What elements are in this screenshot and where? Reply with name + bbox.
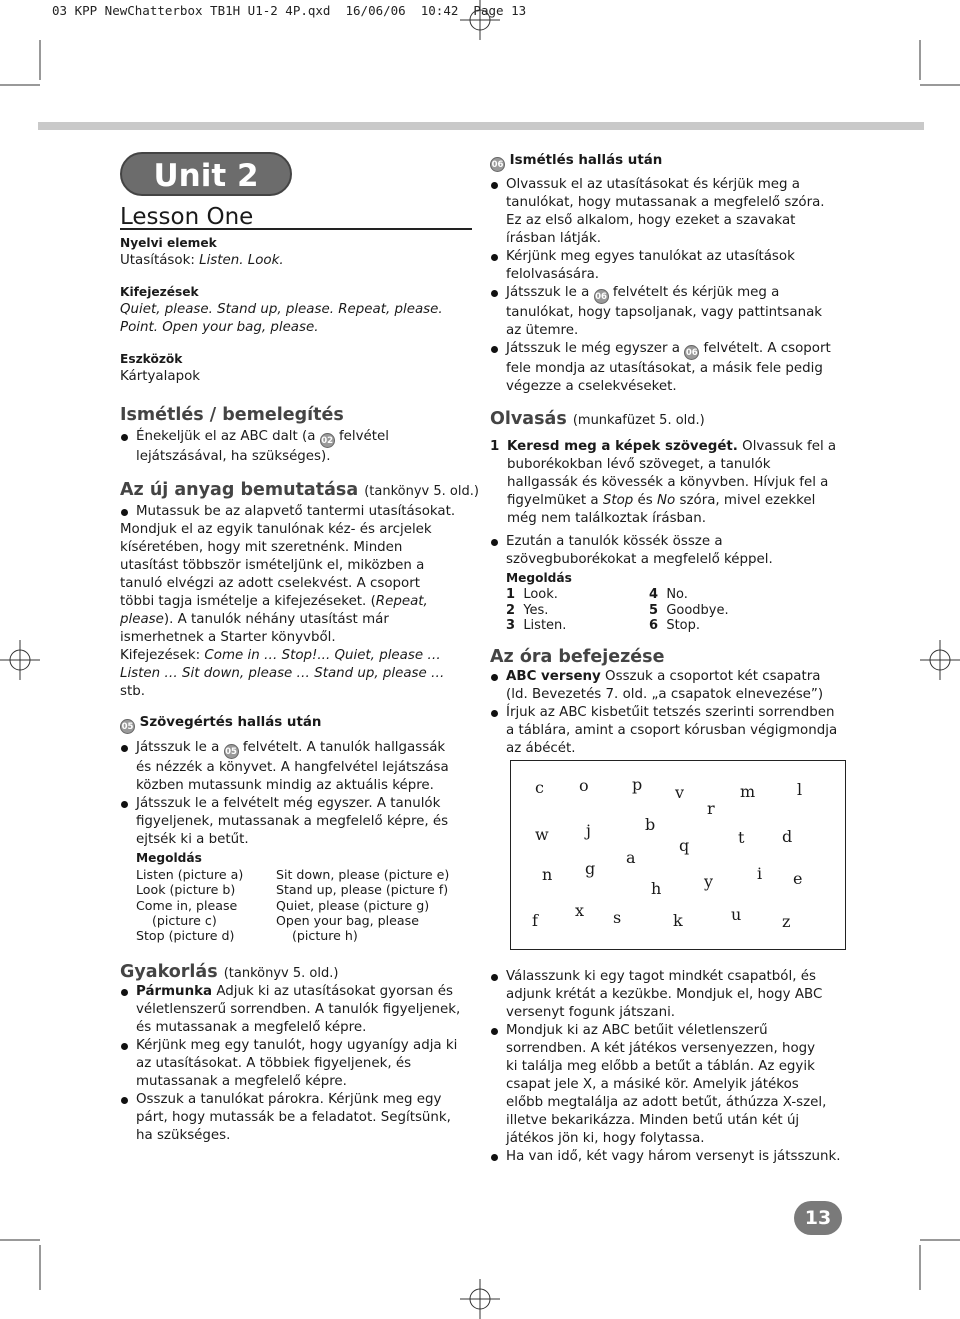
uj-p3: utasítást többször ismételjünk el, miközben a xyxy=(120,558,425,573)
c1-bold: ABC verseny xyxy=(506,668,601,684)
cd-icon: 06 xyxy=(594,289,609,304)
olv-item-1 xyxy=(490,438,850,528)
d1b: adjunk krétát a kezükbe. Mondjuk el, hogy ABC xyxy=(506,987,823,1002)
letter: l xyxy=(797,780,803,799)
n1d-it2: No xyxy=(657,493,676,508)
sol2-cell: 5 Goodbye. xyxy=(649,602,729,618)
heading-szovegertes xyxy=(120,714,480,734)
n1b: buborékokban lévő szöveget, a tanulók xyxy=(507,457,771,472)
r-b4a: Játsszuk le még egyszer a xyxy=(506,341,685,356)
kif-line-2: Point. Open your bag, please. xyxy=(120,320,319,335)
gyak-b3b: párt, hogy mutassák be a feladatot. Segítsünk, xyxy=(136,1110,451,1126)
file-header: 03 KPP NewChatterbox TB1H U1-2 4P.qxd 16/06/06 10:42 Page 13 xyxy=(52,3,527,18)
heading-olvasas xyxy=(490,410,850,430)
heading-ismetles: Ismétlés / bemelegítés xyxy=(120,405,344,425)
cd-icon: 05 xyxy=(120,719,135,734)
letter: s xyxy=(613,908,622,927)
uj-p5it: Repeat, xyxy=(375,594,428,609)
r-b3c: tanulókat, hogy tapsoljanak, vagy pattintsanak xyxy=(506,305,823,320)
uj-bullet xyxy=(120,503,480,521)
gyak-b2b: az utasításokat. A többiek figyeljenek, és xyxy=(136,1056,412,1072)
ora-bullet-2 xyxy=(490,704,850,758)
heading-ismetles-hallas xyxy=(490,152,850,172)
n1c: hallgassák és kövessék a könyvben. Hívjuk fel a xyxy=(507,475,829,490)
registration-mark-left xyxy=(0,640,40,680)
cd-icon: 02 xyxy=(320,433,335,448)
cd-icon: 05 xyxy=(224,744,239,759)
gyak-bullet-1 xyxy=(120,983,480,1037)
uj-p7: ismerhetnek a Starter könyvből. xyxy=(120,630,336,645)
d2c: ki találja meg előbb a betűt a táblán. Az egyik xyxy=(506,1059,815,1074)
letter: i xyxy=(757,864,763,883)
d3: Ha van idő, két vagy három versenyt is játsszunk. xyxy=(506,1149,841,1164)
uj-p10: stb. xyxy=(120,684,145,699)
szov-bullet-1 xyxy=(120,739,480,795)
n1a: Olvassuk fel a xyxy=(737,439,837,454)
ism-b1b: felvétel xyxy=(334,429,389,444)
ism-b1c: lejátszásával, ha szükséges). xyxy=(136,449,331,464)
uj-p8it: Come in … Stop!... Quiet, please … xyxy=(204,648,441,663)
r-b4b: felvételt. A csoport xyxy=(699,341,831,356)
r-solution-table xyxy=(490,587,850,634)
d2b: sorrendben. A két játékos versenyezzen, hogy xyxy=(506,1041,816,1056)
heading-ora-befejezese: Az óra befejezése xyxy=(490,646,665,667)
letter: x xyxy=(575,901,585,920)
c2b: a táblára, amint a csoport kórusban végigmondja xyxy=(506,722,838,738)
label-nyelvi: Nyelvi elemek xyxy=(120,236,217,250)
szov-b2c: ejtsék ki a betűt. xyxy=(136,832,249,847)
r-b2b: felolvasására. xyxy=(506,267,600,282)
d2f: illetve bekarikázza. Minden betű után két új xyxy=(506,1113,800,1128)
sol-cell: Sit down, please (picture e) xyxy=(276,867,450,882)
sol-cell: Open your bag, please xyxy=(276,912,419,928)
gyak-title: Gyakorlás xyxy=(120,962,218,983)
gyak-b2a: Kérjünk meg egy tanulót, hogy ugyanígy adja ki xyxy=(136,1038,458,1054)
sol-cell: Come in, please xyxy=(136,897,238,913)
gyak-b1bold: Pármunka xyxy=(136,984,213,1000)
uj-p5a: többi tagja ismételje a kifejezéseket. ( xyxy=(120,594,376,609)
r-megoldas-label: Megoldás xyxy=(506,571,572,585)
unit-badge: Unit 2 xyxy=(120,152,292,196)
n1-bold: Keresd meg a képek szövegét. xyxy=(507,439,738,454)
szov-b1a: Játsszuk le a xyxy=(136,740,224,755)
eszk-value: Kártyalapok xyxy=(120,369,201,384)
d-bullet-1 xyxy=(490,968,850,1022)
letter: f xyxy=(532,911,538,930)
gyak-bullet-2 xyxy=(120,1037,480,1091)
uj-sub: (tankönyv 5. old.) xyxy=(364,484,479,499)
uj-p4: tanuló elvégzi az adott cselekvést. A csoport xyxy=(120,576,420,591)
d2g: játékos jön ki, hogy folytassa. xyxy=(506,1131,705,1146)
uj-p6b: ). A tanulók néhány utasítást már xyxy=(163,612,389,627)
d2d: csapat jele X, a másiké kör. Amelyik játékos xyxy=(506,1077,799,1092)
uj-p9it: Listen … Sit down, please … Stand up, please … xyxy=(120,666,445,681)
heading-uj-anyag xyxy=(120,481,480,501)
szov-b1d: közben mutassunk mindig az aktuális képre. xyxy=(136,778,434,793)
uj-title: Az új anyag bemutatása xyxy=(120,480,359,500)
letter: b xyxy=(645,815,656,834)
cd-icon: 06 xyxy=(684,345,699,360)
registration-mark-bottom xyxy=(460,1279,500,1319)
cd-icon: 06 xyxy=(490,157,505,172)
ismetles-bullet xyxy=(120,428,480,466)
olv-sub: (munkafüzet 5. old.) xyxy=(572,413,705,428)
sol-cell: Stop (picture d) xyxy=(136,928,235,944)
letter: u xyxy=(731,905,742,924)
sol-cell: (picture h) xyxy=(276,928,358,944)
r-b1b: tanulókat, hogy mutassanak a megfelelő szóra. xyxy=(506,195,825,210)
r-b2a: Kérjünk meg egyes tanulókat az utasítások xyxy=(506,249,795,264)
sol-cell: (picture c) xyxy=(136,912,217,928)
r-b3d: az ütemre. xyxy=(506,323,579,338)
c1b: (ld. Bevezetés 7. old. „a csapatok elnevezése”) xyxy=(506,686,824,702)
r-b1a: Olvassuk el az utasításokat és kérjük meg a xyxy=(506,177,800,192)
szov-b2b: figyeljenek, mutassanak a megfelelő képre, és xyxy=(136,814,449,829)
gyak-sub: (tankönyv 5. old.) xyxy=(223,966,339,982)
c1a: Osszuk a csoportot két csapatra xyxy=(600,668,821,684)
registration-mark-right xyxy=(920,640,960,680)
szov-b1b: felvételt. A tanulók hallgassák xyxy=(238,740,446,755)
szov-b2a: Játsszuk le a felvételt még egyszer. A tanulók xyxy=(136,796,441,811)
letter: k xyxy=(673,911,683,930)
gyak-bullet-3 xyxy=(120,1091,480,1145)
uj-b1: Mutassuk be az alapvető tantermi utasításokat. xyxy=(136,504,456,519)
sol2-cell: 2 Yes. xyxy=(506,602,549,618)
r-b5a: Ezután a tanulók kössék össze a xyxy=(506,534,723,549)
d-bullet-3 xyxy=(490,1148,850,1166)
letter: e xyxy=(793,869,803,888)
label-eszk: Eszközök xyxy=(120,352,183,366)
n1e: még nem találkoztak írásban. xyxy=(507,511,706,526)
d2e: előbb megtalálja az adott betűt, áthúzza X-szel, xyxy=(506,1095,827,1110)
r-b1d: írásban látják. xyxy=(506,231,601,246)
sol-cell: Look (picture b) xyxy=(136,882,236,898)
alphabet-board xyxy=(510,760,846,950)
letter: c xyxy=(535,778,544,797)
d1c: versenyt fogunk játszani. xyxy=(506,1005,676,1020)
szov-b1c: és nézzék a könyvet. A hangfelvétel lejátszása xyxy=(136,760,449,775)
letter: m xyxy=(740,782,756,801)
gyak-b2c: mutassanak a megfelelő képre. xyxy=(136,1074,347,1090)
right-column-lower xyxy=(490,968,850,1166)
c2c: az ábécét. xyxy=(506,740,576,756)
letter: r xyxy=(707,799,715,818)
letter: g xyxy=(585,859,596,878)
letter: t xyxy=(738,828,745,847)
sol-cell: Stand up, please (picture f) xyxy=(276,882,449,898)
r-ism-title: Ismétlés hallás után xyxy=(509,153,663,168)
letter: j xyxy=(586,821,591,840)
letter: n xyxy=(542,865,553,884)
r-bullet-4 xyxy=(490,340,850,396)
gyak-b1b: véletlenszerű sorrendben. A tanulók figyeljenek, xyxy=(136,1002,461,1018)
r-b1c: Ez az első alkalom, hogy ezeket a szavakat xyxy=(506,213,796,228)
letter: z xyxy=(782,912,791,931)
sol2-cell: 1 Look. xyxy=(506,587,558,602)
r-b4c: fele mondja az utasításokat, a másik fele pedig xyxy=(506,361,823,376)
page-number: 13 xyxy=(794,1201,842,1235)
uj-p8a: Kifejezések: xyxy=(120,648,205,663)
letter: d xyxy=(782,827,793,846)
gyak-b1c: és mutassanak a megfelelő képre. xyxy=(136,1020,367,1036)
szov-bullet-2 xyxy=(120,795,480,849)
n1d-c: szóra, mivel ezekkel xyxy=(675,493,816,508)
letter: h xyxy=(651,879,662,898)
olv-title: Olvasás xyxy=(490,409,567,429)
right-column xyxy=(490,152,850,758)
sol2-cell: 4 No. xyxy=(649,587,688,602)
d2a: Mondjuk ki az ABC betűit véletlenszerű xyxy=(506,1023,768,1038)
nyelvi-prefix: Utasítások: xyxy=(120,253,200,268)
szov-title: Szövegértés hallás után xyxy=(139,715,322,730)
r-b3b: felvételt és kérjük meg a xyxy=(608,285,780,300)
n1d-b: és xyxy=(633,493,658,508)
gyak-b3a: Osszuk a tanulókat párokra. Kérjünk meg egy xyxy=(136,1092,442,1108)
n1d-a: figyelmüket a xyxy=(507,493,603,508)
r-b4d: végezze a cselekvéseket. xyxy=(506,379,677,394)
sol-cell: Listen (picture a) xyxy=(136,867,244,882)
gyak-b3c: ha szükséges. xyxy=(136,1128,231,1144)
uj-p2: kíséretében, hogy mit szeretnénk. Minden xyxy=(120,540,403,555)
d1a: Válasszunk ki egy tagot mindkét csapatból, és xyxy=(506,969,816,984)
letter: o xyxy=(579,776,589,795)
sol-cell: Quiet, please (picture g) xyxy=(276,897,430,913)
left-column xyxy=(120,152,480,1145)
d-bullet-2 xyxy=(490,1022,850,1148)
r-b5b: szövegbuborékokat a megfelelő képpel. xyxy=(506,552,773,567)
item-number: 1 xyxy=(490,439,500,454)
letter: y xyxy=(704,872,714,891)
sol2-cell: 3 Listen. xyxy=(506,618,567,633)
c2a: Írjuk az ABC kisbetűit tetszés szerinti sorrendben xyxy=(506,704,835,720)
letter: w xyxy=(535,825,549,844)
r-bullet-5 xyxy=(490,533,850,569)
lesson-title: Lesson One xyxy=(120,208,472,230)
kif-line-1: Quiet, please. Stand up, please. Repeat, please. xyxy=(120,302,443,317)
r-bullet-1 xyxy=(490,176,850,248)
letter: p xyxy=(632,775,643,794)
solution-table xyxy=(120,867,480,943)
r-b3a: Játsszuk le a xyxy=(506,285,594,300)
sol2-cell: 6 Stop. xyxy=(649,618,700,633)
gyak-b1a: Adjuk ki az utasításokat gyorsan és xyxy=(212,984,453,1000)
letter: v xyxy=(675,783,685,802)
megoldas-label: Megoldás xyxy=(136,851,202,865)
nyelvi-line xyxy=(120,252,480,270)
uj-p1: Mondjuk el az egyik tanulónak kéz- és arcjelek xyxy=(120,522,432,537)
n1d-it1: Stop xyxy=(602,493,634,508)
nyelvi-italic: Listen. Look. xyxy=(199,253,284,268)
letter: a xyxy=(626,848,636,867)
uj-p6it: please xyxy=(120,612,164,627)
r-bullet-3 xyxy=(490,284,850,340)
letter: q xyxy=(679,836,690,855)
label-kif: Kifejezések xyxy=(120,285,199,299)
registration-mark-top xyxy=(460,0,500,40)
r-bullet-2 xyxy=(490,248,850,284)
ism-b1a: Énekeljük el az ABC dalt (a xyxy=(136,429,320,444)
top-rule xyxy=(38,122,924,130)
ora-bullet-1 xyxy=(490,668,850,704)
heading-gyakorlas xyxy=(120,963,480,983)
